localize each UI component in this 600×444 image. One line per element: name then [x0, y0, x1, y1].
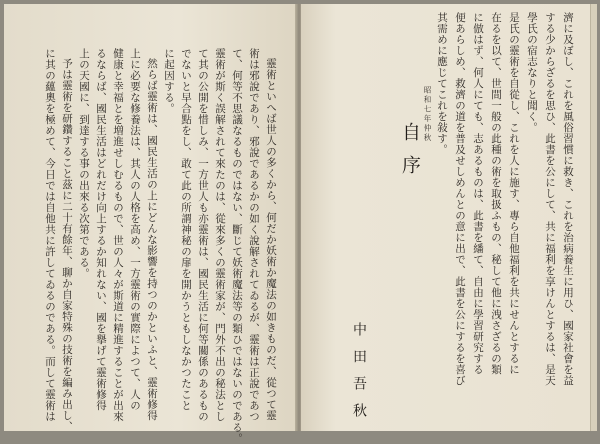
- text-column: 術は邪說であり、邪說であるかの如く說解されてゐるが、靈術は正說であつ: [248, 48, 260, 422]
- left-page: [4, 4, 297, 444]
- text-column: 然らば靈術は、國民生活の上にどんな影響を持つのかといふと、靈術修得: [146, 58, 158, 421]
- text-column: 在るを以て、世間一般の此種の術を取扱ふもの、秘して他に洩さざるの類: [490, 12, 502, 375]
- text-column: 靈術が斯く誤解されて來たのは、從來多くの靈術家が、門外不出の秘法とし: [214, 48, 226, 422]
- text-column: に其の蘊奧を極めて、今日では自他共に許してゐるのである。而して靈術は: [44, 48, 56, 422]
- text-column: に倣はず、何人にても、志あるものは、此書を繙て、自由に學習研究する: [472, 12, 484, 375]
- text-column: て其の公開を惜しみ、一方世人も亦靈術は、國民生活に何等關係のあるもの: [197, 48, 209, 422]
- text-column: て、何等不思議なるものではない、斷じて妖術魔法等の類ひではないのである。: [231, 48, 243, 444]
- text-column: 健康と幸福とを増進せしむるもので、世の人々が斯道に精進することが出來: [112, 48, 124, 422]
- text-column: るならば、國民生活はどれだけ向上するか知れない、國を擧げて靈術修得: [95, 48, 107, 411]
- preface-title: 自序: [399, 122, 421, 188]
- text-column: 學氏の宿志なりと聞く。: [526, 12, 538, 133]
- text-column: 上の天國に、到達する事の出來る次第である。: [78, 48, 90, 279]
- book-spread: [4, 4, 596, 444]
- text-column: でないと早合點をし、敢て此の所謂神秘の扉を開かうともしなかつたこと: [180, 48, 192, 411]
- text-column: 是氏の靈術を自從し、これを人に施す、專ら自他福利を共にせんとするに: [508, 12, 520, 375]
- text-column: する少からざるを思ひ、此書を公にして、共に福利を享けんとするは、是天: [544, 12, 556, 386]
- text-column: 便あらしめ、救濟の道を普及せしめんとの意に出で、此書を公にするを喜び: [454, 12, 466, 386]
- text-column: 其需めに應じてこれを敍す。: [436, 12, 448, 155]
- text-column: 予は靈術を研鑽すること茲に二十有餘年、聊か自家特殊の技術を編み出し、: [61, 58, 73, 432]
- text-column: 靈術といへば世人の多くから、何だか妖術か魔法の如きものだ、從つて靈: [265, 58, 277, 421]
- preface-date: 昭和七年仲秋: [423, 86, 432, 143]
- text-column: 上に必要な修養法は、其人の人格を高め、一方靈術の實際によつて、人の: [129, 48, 141, 411]
- right-page: [301, 4, 590, 431]
- page-edge: [590, 4, 597, 431]
- text-column: 濟に及ぼし、これを風俗習慣に救き、これを治病養生に用ひ、國家社會を益: [562, 12, 574, 386]
- author-name: 中田吾秋: [351, 322, 367, 430]
- text-column: に起因する。: [163, 48, 175, 114]
